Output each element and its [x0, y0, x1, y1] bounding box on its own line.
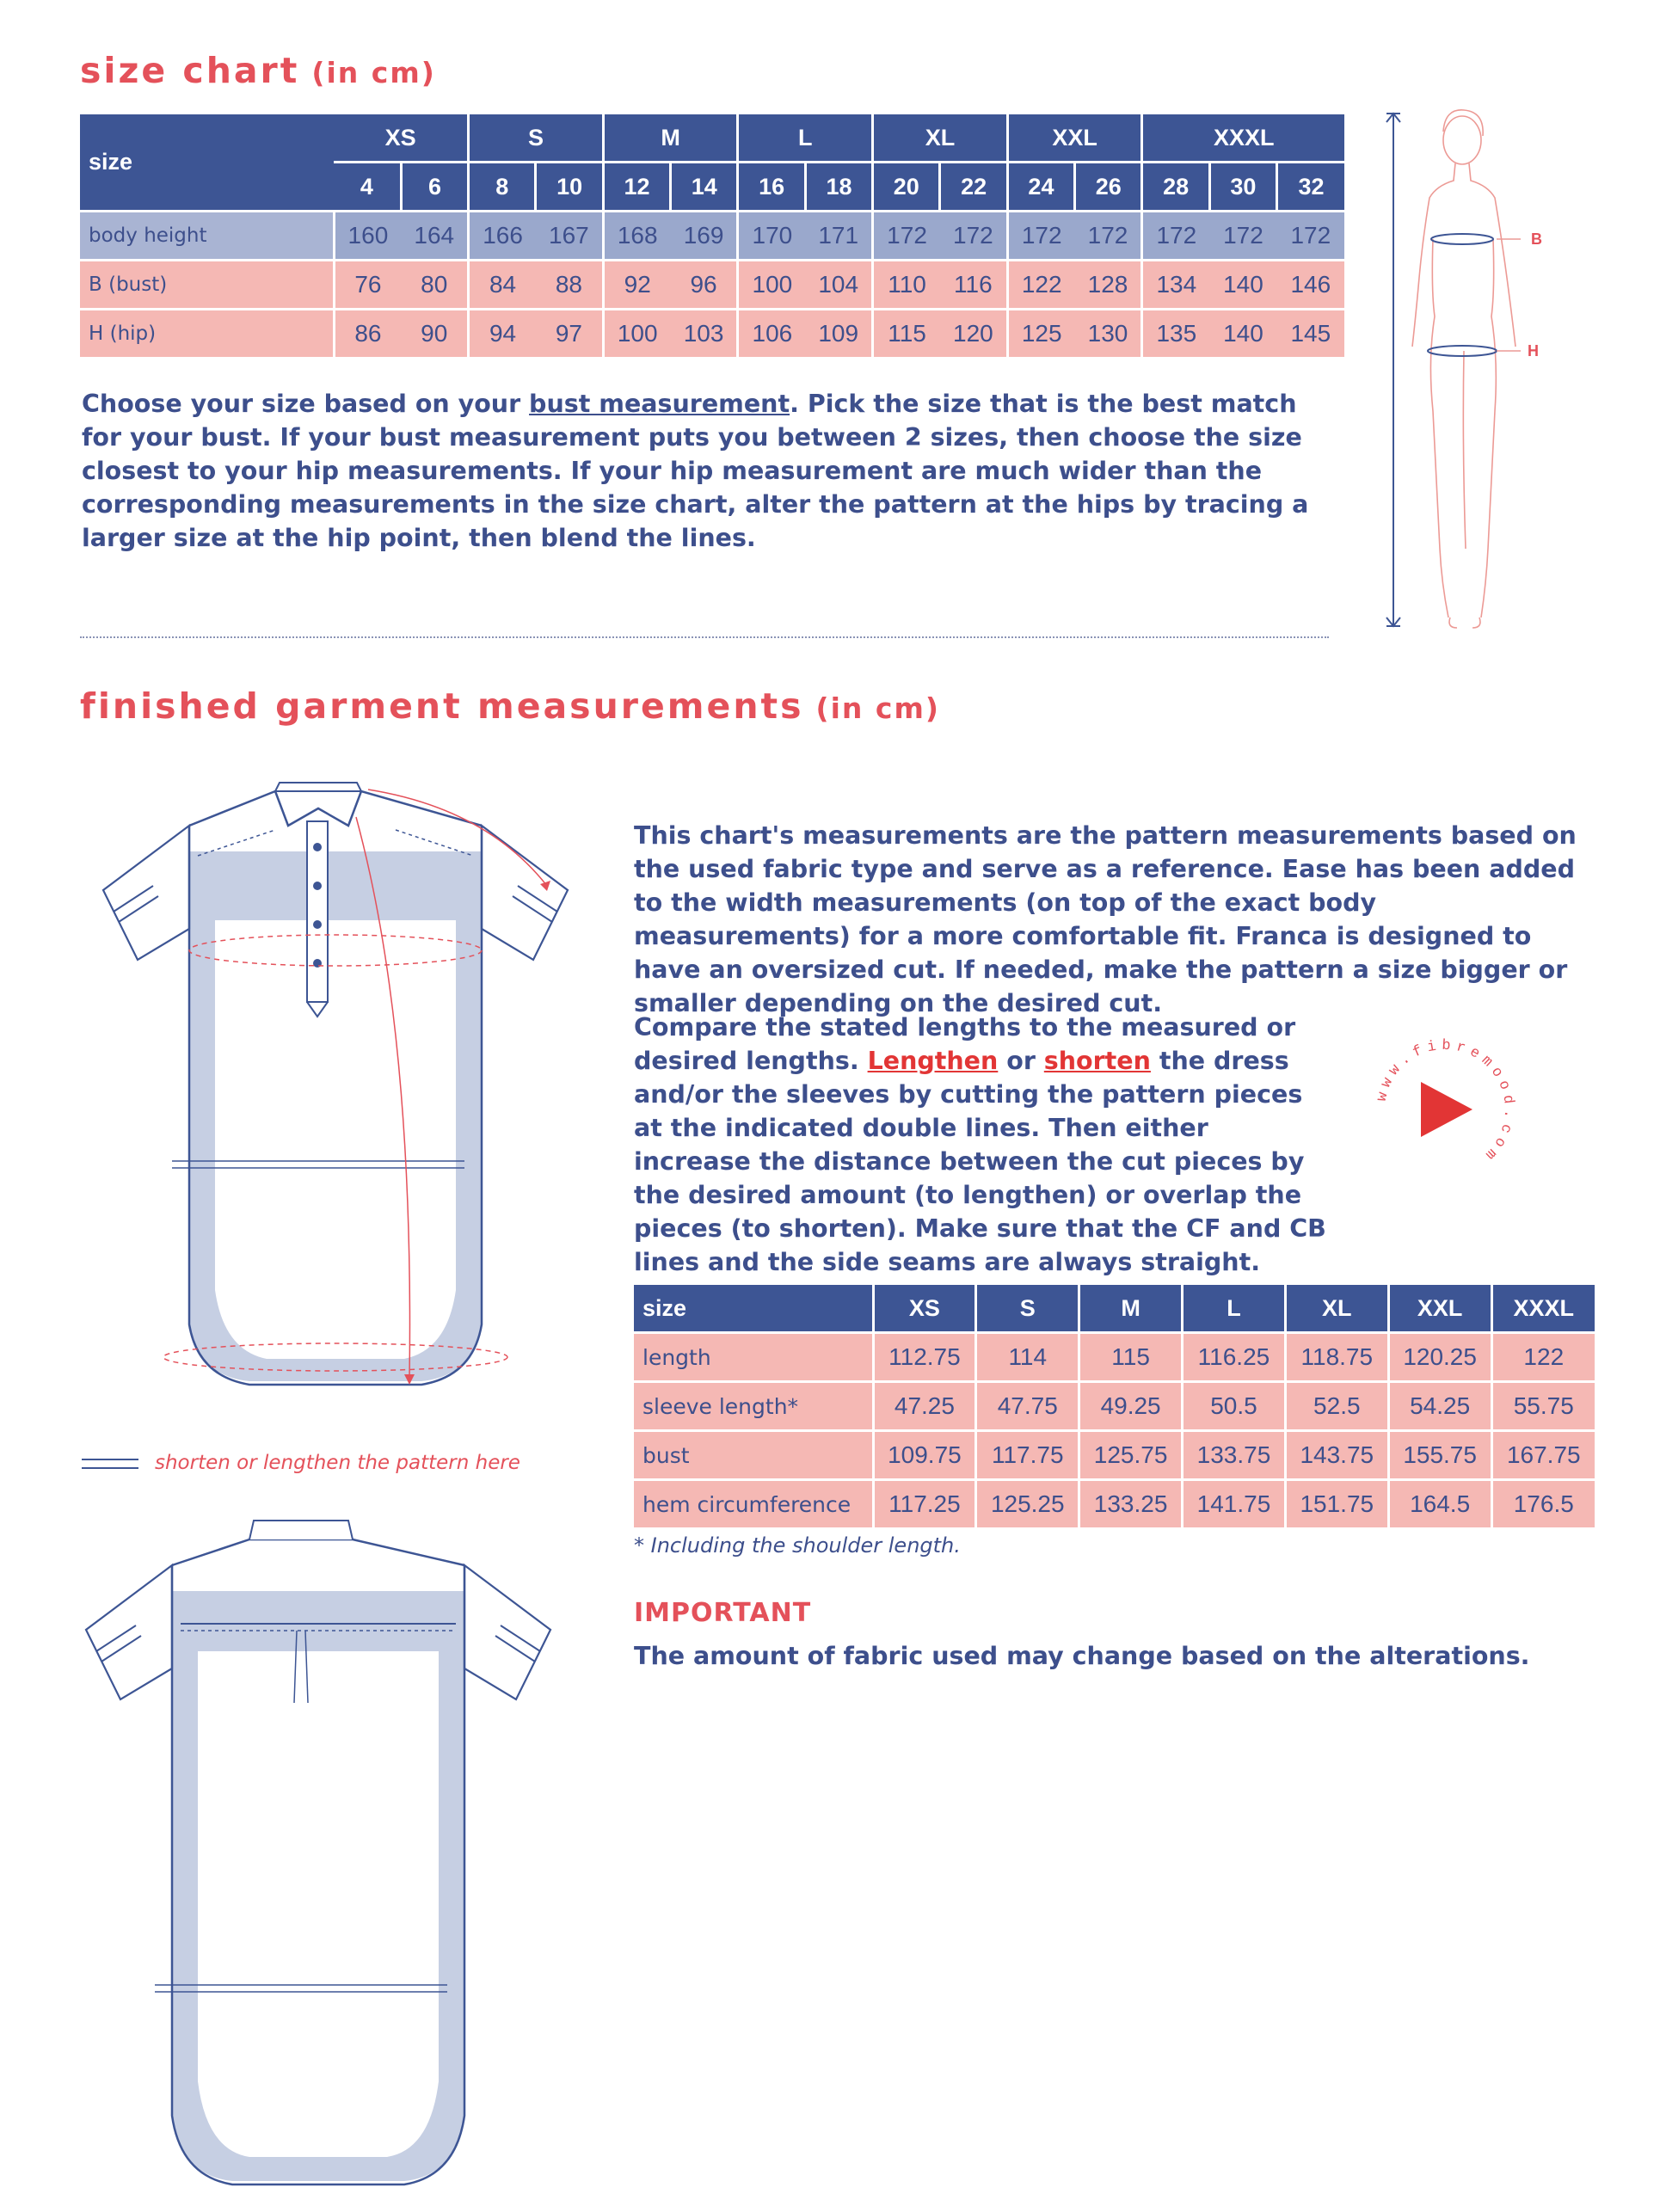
- cell: 172: [940, 212, 1007, 261]
- cell: 84: [469, 261, 536, 310]
- cell: 151.75: [1285, 1480, 1388, 1528]
- eu-size: 32: [1277, 163, 1344, 212]
- cell: 146: [1277, 261, 1344, 310]
- important-title: IMPORTANT: [634, 1598, 812, 1628]
- footnote: * Including the shoulder length.: [634, 1533, 961, 1558]
- cell: 116: [940, 261, 1007, 310]
- cell: 140: [1209, 310, 1276, 358]
- website-path-text: www.fibremood.com: [1374, 1037, 1517, 1166]
- finished-measurements-table: [634, 1285, 1595, 1527]
- cell: 169: [671, 212, 738, 261]
- size-group: S: [469, 114, 604, 163]
- eu-size: 22: [940, 163, 1007, 212]
- finished-title: finished garment measurements: [80, 685, 804, 727]
- cell: 90: [401, 310, 468, 358]
- legend-text: shorten or lengthen the pattern here: [155, 1452, 520, 1474]
- size-header: L: [1183, 1285, 1286, 1333]
- finished-paragraph-1: This chart's measurements are the pattern measurements based on the used fabric type and serve as a reference. Ease has been added to the width measurements (on top of the exact body measurements) for a more comfortable fit. Franca is designed to have an oversized cut. If needed, make the pattern a size bigger or smaller depending on the desired cut.: [634, 821, 1577, 1017]
- para-text: Compare the stated lengths to the measured or desired lengths.: [634, 1013, 1296, 1075]
- cell: 120.25: [1388, 1333, 1491, 1382]
- sleeve-length-row: [634, 1382, 1595, 1431]
- play-icon[interactable]: [1421, 1082, 1472, 1137]
- cell: 167.75: [1491, 1431, 1595, 1480]
- body-figure: [1368, 101, 1540, 643]
- cell: 94: [469, 310, 536, 358]
- cell: 54.25: [1388, 1382, 1491, 1431]
- cell: 125: [1007, 310, 1074, 358]
- eu-size: 16: [738, 163, 805, 212]
- cell: 164: [401, 212, 468, 261]
- cell: 76: [334, 261, 401, 310]
- hem-circumference-row: [634, 1480, 1595, 1528]
- cell: 117.25: [873, 1480, 976, 1528]
- cell: 145: [1277, 310, 1344, 358]
- cell: 86: [334, 310, 401, 358]
- eu-size: 30: [1209, 163, 1276, 212]
- size-group: XS: [334, 114, 469, 163]
- cell: 125.25: [976, 1480, 1079, 1528]
- finished-heading: [80, 685, 940, 727]
- double-line-legend-icon: [80, 1453, 140, 1474]
- cell: 47.25: [873, 1382, 976, 1431]
- section-divider: [80, 636, 1329, 638]
- row-label: sleeve length*: [634, 1382, 873, 1431]
- cell: 80: [401, 261, 468, 310]
- size-label: size: [634, 1285, 873, 1333]
- row-label: bust: [634, 1431, 873, 1480]
- row-label: H (hip): [80, 310, 334, 358]
- length-row: [634, 1333, 1595, 1382]
- cell: 120: [940, 310, 1007, 358]
- eu-size: 10: [536, 163, 603, 212]
- cell: 114: [976, 1333, 1079, 1382]
- cell: 104: [805, 261, 872, 310]
- cell: 133.25: [1079, 1480, 1183, 1528]
- size-group: XL: [873, 114, 1008, 163]
- cell: 172: [1075, 212, 1142, 261]
- row-label: length: [634, 1333, 873, 1382]
- size-group: L: [738, 114, 873, 163]
- cell: 140: [1209, 261, 1276, 310]
- cell: 92: [603, 261, 670, 310]
- size-chart-unit: (in cm): [311, 56, 436, 89]
- bust-marker: B: [1531, 230, 1542, 248]
- row-label: B (bust): [80, 261, 334, 310]
- size-header: XS: [873, 1285, 976, 1333]
- cell: 172: [1209, 212, 1276, 261]
- cell: 52.5: [1285, 1382, 1388, 1431]
- eu-size: 20: [873, 163, 940, 212]
- cell: 117.75: [976, 1431, 1079, 1480]
- cell: 49.25: [1079, 1382, 1183, 1431]
- size-instructions: [82, 387, 1333, 555]
- hip-marker: H: [1528, 342, 1539, 359]
- eu-size: 18: [805, 163, 872, 212]
- para-text: or: [998, 1047, 1044, 1075]
- size-chart-title: size chart: [80, 50, 300, 91]
- cell: 168: [603, 212, 670, 261]
- cell: 125.75: [1079, 1431, 1183, 1480]
- cell: 135: [1142, 310, 1209, 358]
- cell: 103: [671, 310, 738, 358]
- cell: 143.75: [1285, 1431, 1388, 1480]
- size-header: XXL: [1388, 1285, 1491, 1333]
- important-text: The amount of fabric used may change based on the alterations.: [634, 1642, 1530, 1670]
- size-header: XXXL: [1491, 1285, 1595, 1333]
- size-chart-table: [80, 114, 1344, 357]
- size-header-row: [634, 1285, 1595, 1333]
- cell: 116.25: [1183, 1333, 1286, 1382]
- cell: 122: [1491, 1333, 1595, 1382]
- eu-size: 26: [1075, 163, 1142, 212]
- cell: 130: [1075, 310, 1142, 358]
- cell: 109.75: [873, 1431, 976, 1480]
- size-header: S: [976, 1285, 1079, 1333]
- cell: 100: [603, 310, 670, 358]
- body-height-row: [80, 212, 1344, 261]
- cell: 128: [1075, 261, 1142, 310]
- cell: 172: [1142, 212, 1209, 261]
- size-group-row: [80, 114, 1344, 163]
- size-group: M: [603, 114, 738, 163]
- eu-size: 8: [469, 163, 536, 212]
- cell: 172: [873, 212, 940, 261]
- cell: 134: [1142, 261, 1209, 310]
- bust-row: [634, 1431, 1595, 1480]
- cell: 47.75: [976, 1382, 1079, 1431]
- cell: 100: [738, 261, 805, 310]
- cell: 109: [805, 310, 872, 358]
- row-label: body height: [80, 212, 334, 261]
- size-label: size: [80, 114, 334, 212]
- cell: 167: [536, 212, 603, 261]
- cell: 141.75: [1183, 1480, 1286, 1528]
- cell: 115: [873, 310, 940, 358]
- garment-back-drawing: [60, 1514, 542, 2202]
- shorten-link[interactable]: shorten: [1043, 1047, 1151, 1075]
- bust-measurement-link[interactable]: bust measurement: [529, 390, 790, 418]
- finished-unit: (in cm): [815, 691, 940, 725]
- eu-size: 4: [334, 163, 401, 212]
- cell: 166: [469, 212, 536, 261]
- cell: 118.75: [1285, 1333, 1388, 1382]
- finished-paragraph-2: [634, 1011, 1332, 1279]
- size-header: XL: [1285, 1285, 1388, 1333]
- row-label: hem circumference: [634, 1480, 873, 1528]
- cell: 55.75: [1491, 1382, 1595, 1431]
- cell: 176.5: [1491, 1480, 1595, 1528]
- cell: 160: [334, 212, 401, 261]
- cell: 155.75: [1388, 1431, 1491, 1480]
- cell: 112.75: [873, 1333, 976, 1382]
- cell: 172: [1007, 212, 1074, 261]
- lengthen-link[interactable]: Lengthen: [867, 1047, 999, 1075]
- cell: 97: [536, 310, 603, 358]
- bust-row: [80, 261, 1344, 310]
- cell: 115: [1079, 1333, 1183, 1382]
- eu-size: 12: [603, 163, 670, 212]
- eu-size: 6: [401, 163, 468, 212]
- size-group: XXL: [1007, 114, 1142, 163]
- instructions-text: Choose your size based on your: [82, 390, 530, 418]
- cell: 122: [1007, 261, 1074, 310]
- instructions-text: . Pick the size that is the best match for your bust. If your bust measurement puts you between 2 sizes, then choose the size closest to your hip measurements. If your hip measurement are much wider than the corresponding measurements in the size chart, alter the pattern at the hips by tracing a larger size at the hip point, then blend the lines.: [82, 390, 1309, 552]
- cell: 88: [536, 261, 603, 310]
- cell: 164.5: [1388, 1480, 1491, 1528]
- cell: 50.5: [1183, 1382, 1286, 1431]
- size-chart-heading: [80, 50, 436, 91]
- cell: 172: [1277, 212, 1344, 261]
- size-header: M: [1079, 1285, 1183, 1333]
- eu-size: 14: [671, 163, 738, 212]
- eu-size: 28: [1142, 163, 1209, 212]
- fibremood-video-badge[interactable]: [1368, 1032, 1522, 1187]
- cell: 96: [671, 261, 738, 310]
- para-text: the dress and/or the sleeves by cutting the pattern pieces at the indicated double lines. Then either increase the distance between the cut pieces by the desired amount (to lengthen) or overlap the pieces (to shorten). Make sure that the CF and CB lines and the side seams are always straight.: [634, 1047, 1326, 1276]
- cell: 133.75: [1183, 1431, 1286, 1480]
- cell: 170: [738, 212, 805, 261]
- cell: 171: [805, 212, 872, 261]
- cell: 110: [873, 261, 940, 310]
- size-group: XXXL: [1142, 114, 1344, 163]
- cell: 106: [738, 310, 805, 358]
- garment-front-drawing: [77, 774, 559, 1393]
- eu-size: 24: [1007, 163, 1074, 212]
- hip-row: [80, 310, 1344, 358]
